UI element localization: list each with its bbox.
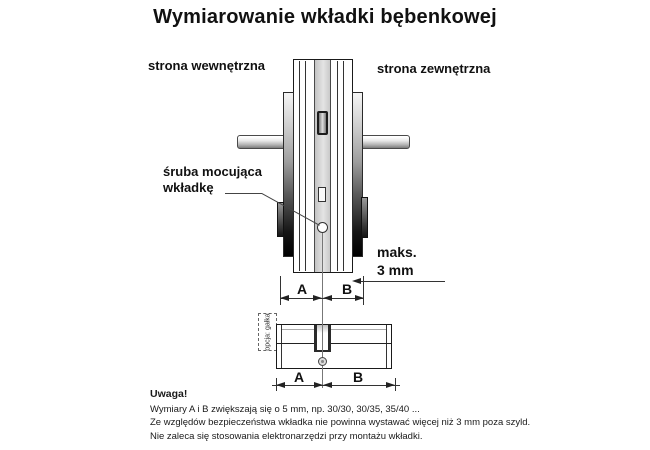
outer-handle-bar [361, 135, 410, 149]
lock-cam-element [317, 111, 328, 135]
screw-callout-line1: śruba mocująca [163, 164, 262, 179]
dim-extension-line [280, 276, 281, 305]
cylinder-end-outer [361, 197, 368, 238]
outer-side-label: strona zewnętrzna [377, 61, 491, 76]
inner-handle-bar [237, 135, 284, 149]
cylinder-cap-line [281, 325, 282, 368]
page-title: Wymiarowanie wkładki bębenkowej [153, 6, 497, 28]
cylinder-profile [276, 324, 392, 369]
inner-side-label: strona wewnętrzna [148, 58, 266, 73]
dim-arrowhead [276, 382, 285, 388]
door-layer-line [305, 61, 306, 271]
lower-dimension-line [272, 385, 400, 386]
dim-arrowhead [314, 382, 323, 388]
note-block [150, 388, 620, 443]
cylinder-body-line [277, 343, 391, 344]
main-dimension-line [280, 298, 364, 299]
knob-option-label: opcja: gałka [264, 313, 271, 351]
note-line: Ze względów bezpieczeństwa wkładka nie powinna wystawać więcej niż 3 mm poza szyld. [150, 417, 531, 428]
cylinder-highlight-line [282, 329, 386, 330]
knob-option-box [258, 313, 277, 351]
dim-arrowhead [313, 295, 322, 301]
door-layer-line [337, 61, 338, 271]
note-heading: Uwaga! [150, 388, 188, 400]
dim-arrowhead [323, 382, 332, 388]
cylinder-cap-line [386, 325, 387, 368]
note-line: Nie zaleca się stosowania elektronarzędzi przy montażu wkładki. [150, 430, 423, 442]
dim-b-label: B [341, 281, 353, 297]
dim-arrowhead [323, 295, 332, 301]
lower-dim-a-label: A [293, 369, 305, 385]
dim-arrowhead [280, 295, 289, 301]
max-protrusion-line2: 3 mm [377, 261, 414, 278]
screw-callout-line2: wkładkę [163, 180, 214, 195]
fixing-screw-hole [318, 357, 327, 366]
max-protrusion-arrow-line [358, 281, 445, 282]
inner-escutcheon-plate [283, 92, 294, 257]
door-layer-line [299, 61, 300, 271]
door-layer-line [343, 61, 344, 271]
cylinder-end-inner [277, 202, 284, 237]
dim-a-label: A [296, 281, 308, 297]
dim-arrowhead [386, 382, 395, 388]
lock-slot [318, 187, 326, 202]
screw-callout-label [163, 164, 262, 196]
max-protrusion-line1: maks. [377, 244, 417, 260]
lower-dim-b-label: B [352, 369, 364, 385]
note-line: Wymiary A i B zwiększają się o 5 mm, np. 30/30, 30/35, 35/40 ... [150, 403, 420, 415]
dim-extension-line [363, 276, 364, 305]
max-protrusion-label [377, 244, 417, 279]
